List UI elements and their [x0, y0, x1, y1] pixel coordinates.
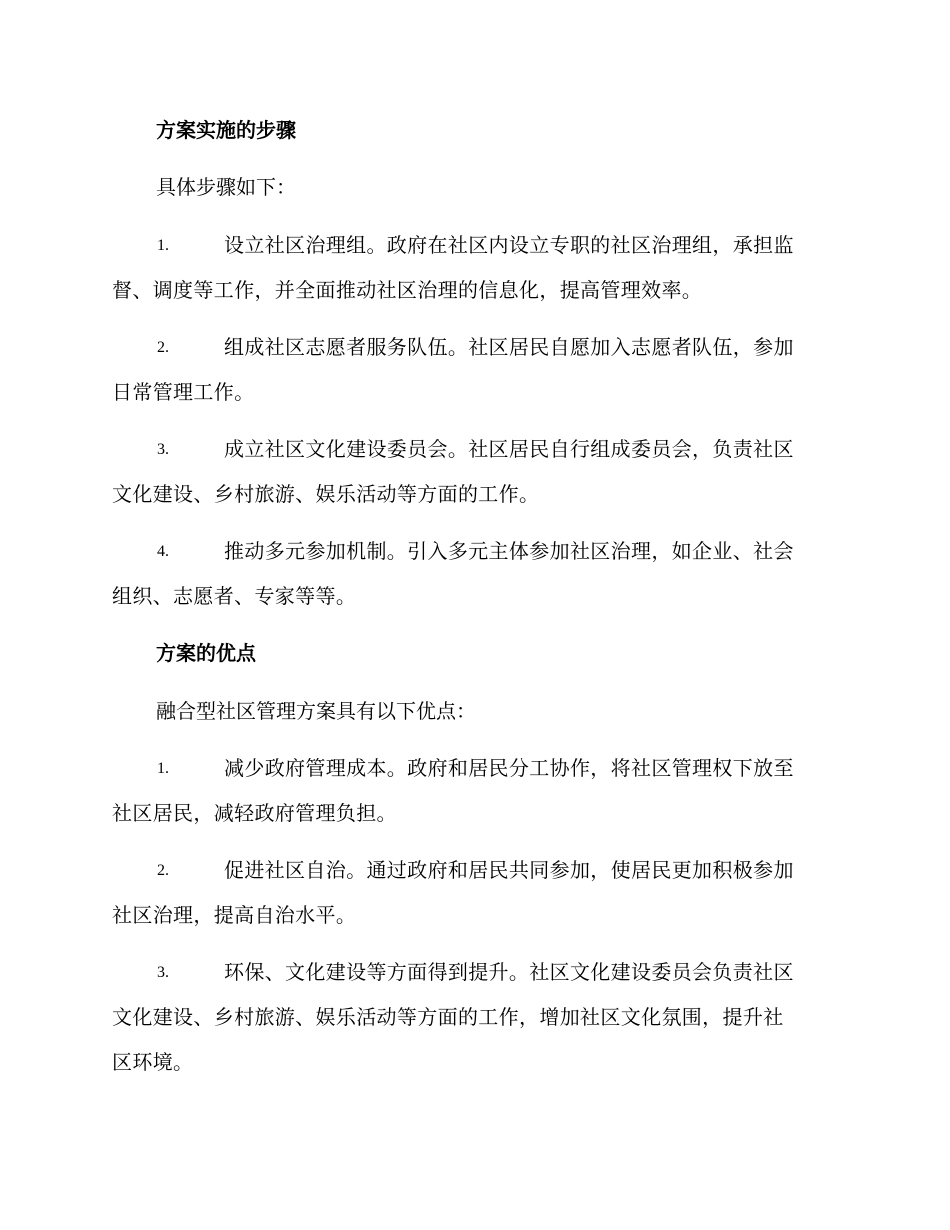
list-item: [112, 753, 832, 843]
list-item: [112, 957, 832, 1092]
list-item-text: 设立社区治理组。政府在社区内设立专职的社区治理组，承担监: [224, 233, 794, 257]
section-heading-advantages: 方案的优点: [156, 641, 256, 665]
list-item: [112, 434, 832, 524]
list-item: [112, 536, 832, 626]
list-item-text: 减少政府管理成本。政府和居民分工协作，将社区管理权下放至: [224, 756, 794, 780]
list-item: [112, 230, 832, 320]
section-intro-advantages: 融合型社区管理方案具有以下优点：: [156, 699, 476, 723]
list-item-text: 督、调度等工作，并全面推动社区治理的信息化，提高管理效率。: [112, 278, 703, 302]
section-intro-steps: 具体步骤如下：: [156, 175, 296, 199]
list-item-text: 社区居民，减轻政府管理负担。: [112, 801, 397, 825]
list-item-text: 区环境。: [112, 1050, 194, 1074]
list-item-number: 4.: [157, 543, 169, 560]
list-item-number: 2.: [157, 339, 169, 356]
list-item-text: 文化建设、乡村旅游、娱乐活动等方面的工作。: [112, 482, 540, 506]
list-item-number: 1.: [157, 760, 169, 777]
section-heading-steps: 方案实施的步骤: [156, 118, 296, 142]
list-item-text: 组成社区志愿者服务队伍。社区居民自愿加入志愿者队伍，参加: [224, 335, 794, 359]
list-item-text: 推动多元参加机制。引入多元主体参加社区治理，如企业、社会: [224, 539, 794, 563]
list-item-text: 社区治理，提高自治水平。: [112, 903, 357, 927]
list-item: [112, 855, 832, 945]
list-item-text: 组织、志愿者、专家等等。: [112, 584, 357, 608]
list-item-text: 文化建设、乡村旅游、娱乐活动等方面的工作，增加社区文化氛围，提升社: [112, 1005, 784, 1029]
list-item: [112, 332, 832, 422]
list-item-number: 1.: [157, 237, 169, 254]
list-item-text: 成立社区文化建设委员会。社区居民自行组成委员会，负责社区: [224, 437, 794, 461]
list-item-number: 3.: [157, 441, 169, 458]
list-item-text: 促进社区自治。通过政府和居民共同参加，使居民更加积极参加: [224, 858, 794, 882]
list-item-text: 环保、文化建设等方面得到提升。社区文化建设委员会负责社区: [224, 960, 794, 984]
list-item-text: 日常管理工作。: [112, 380, 255, 404]
list-item-number: 2.: [157, 862, 169, 879]
list-item-number: 3.: [157, 964, 169, 981]
